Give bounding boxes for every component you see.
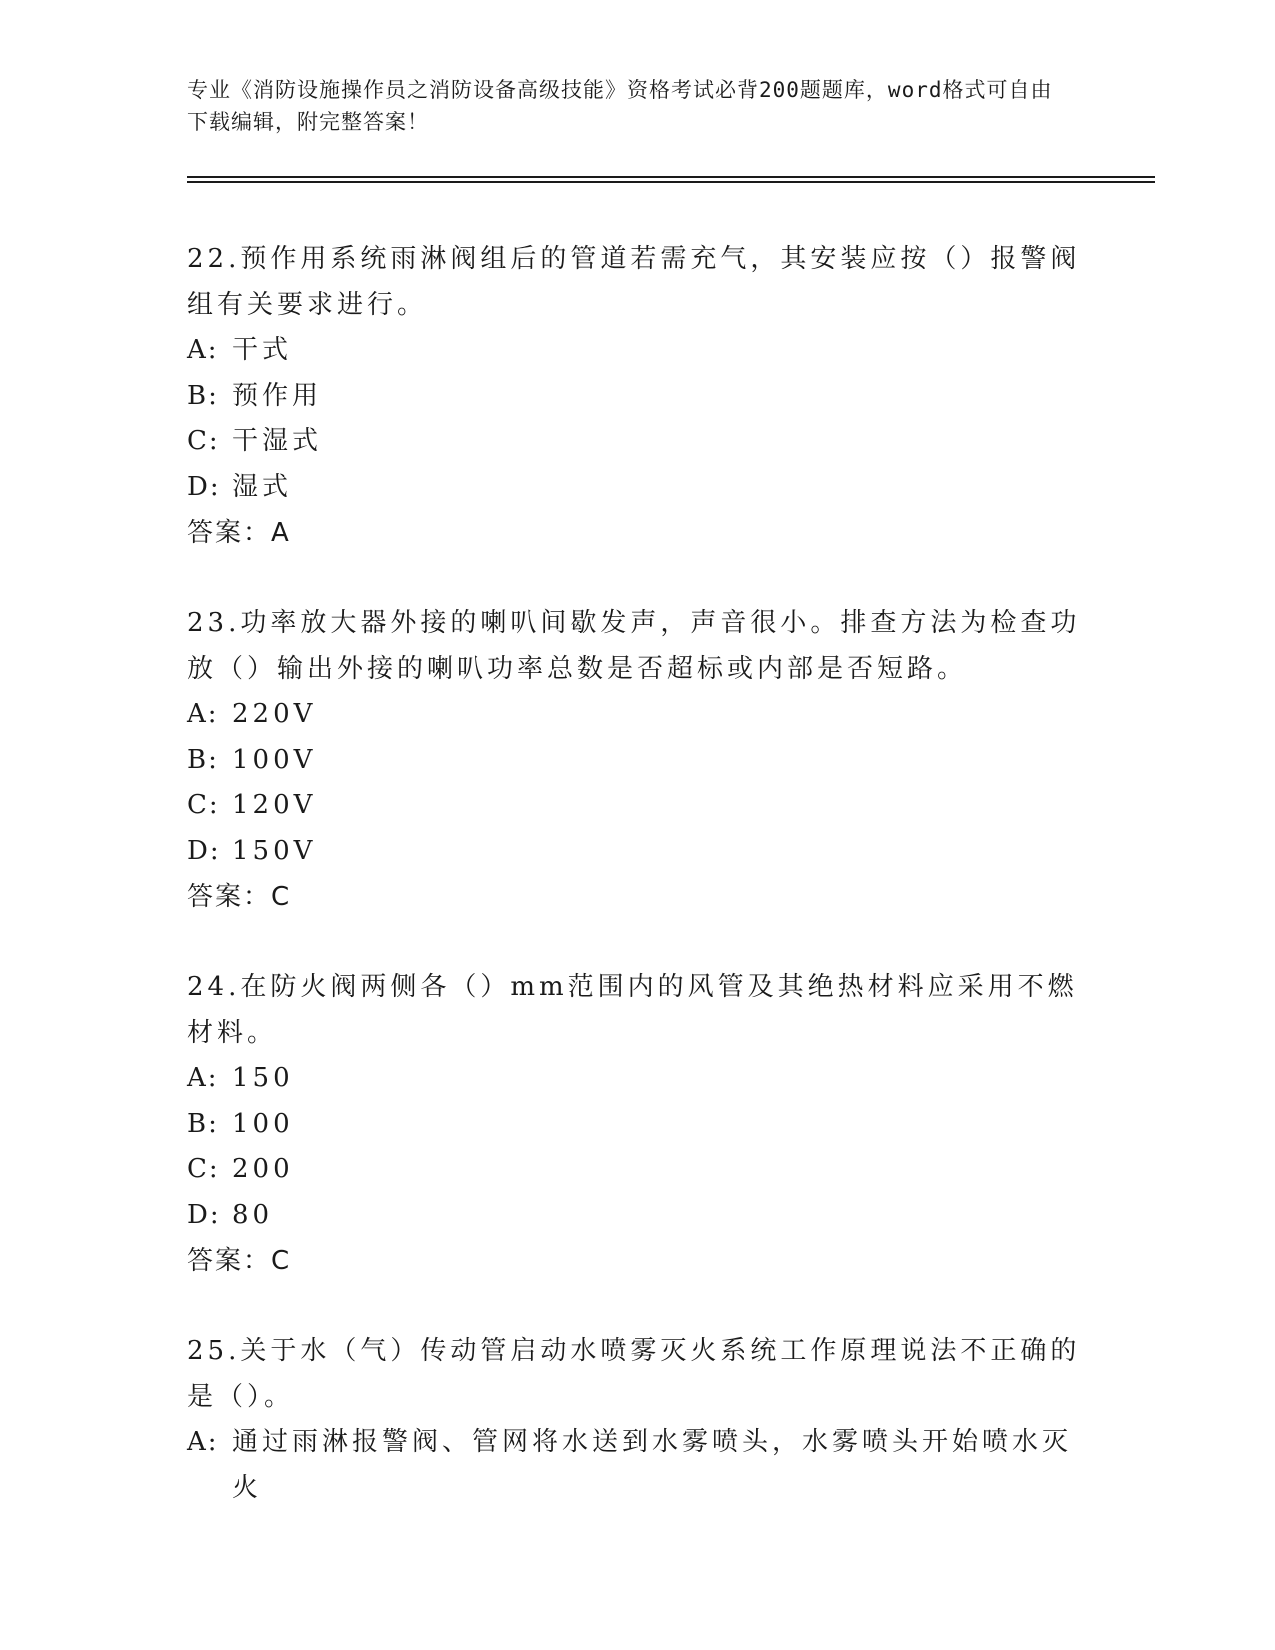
question-stem: 23.功率放大器外接的喇叭间歇发声，声音很小。排查方法为检查功放（）输出外接的喇叭功率总数是否超标或内部是否短路。 <box>187 608 1081 684</box>
question-24 <box>187 964 1087 1284</box>
option-b <box>187 738 1087 784</box>
option-text: 150 <box>232 1063 294 1093</box>
question-stem: 22.预作用系统雨淋阀组后的管道若需充气，其安装应按（）报警阀组有关要求进行。 <box>187 244 1081 320</box>
answer-value: C <box>271 1246 292 1276</box>
option-text: 湿式 <box>232 471 293 502</box>
question-22 <box>187 236 1087 556</box>
option-text: 100V <box>232 744 317 775</box>
option-letter: C: <box>187 1154 220 1184</box>
option-text: 100 <box>232 1108 294 1139</box>
option-text: 预作用 <box>232 380 323 411</box>
option-c <box>187 783 1087 829</box>
option-text: 220V <box>232 699 317 729</box>
option-d <box>187 1193 1087 1239</box>
question-list <box>187 236 1087 1555</box>
option-letter: A: <box>187 335 219 365</box>
answer-line <box>187 510 1087 556</box>
option-letter: A: <box>187 1427 219 1457</box>
option-letter: C: <box>187 426 220 456</box>
option-a <box>187 328 1087 374</box>
option-a <box>187 1420 1087 1511</box>
option-c <box>187 1147 1087 1193</box>
option-b <box>187 374 1087 420</box>
option-text: 通过雨淋报警阀、管网将水送到水雾喷头，水雾喷头开始喷水灭火 <box>232 1427 1073 1503</box>
answer-line <box>187 1238 1087 1284</box>
option-letter: D: <box>187 835 221 866</box>
question-23 <box>187 600 1087 920</box>
question-25 <box>187 1328 1087 1511</box>
option-text: 80 <box>232 1199 274 1230</box>
option-letter: B: <box>187 380 219 411</box>
option-letter: B: <box>187 744 219 775</box>
header-divider-top <box>187 176 1155 178</box>
option-letter: C: <box>187 790 220 820</box>
option-d <box>187 829 1087 875</box>
answer-line <box>187 874 1087 920</box>
question-stem: 25.关于水（气）传动管启动水喷雾灭火系统工作原理说法不正确的是（）。 <box>187 1336 1081 1412</box>
option-letter: A: <box>187 699 219 729</box>
answer-label: 答案： <box>187 1246 272 1276</box>
option-letter: D: <box>187 471 221 502</box>
option-c <box>187 419 1087 465</box>
option-text: 干湿式 <box>232 426 323 456</box>
option-letter: B: <box>187 1108 219 1139</box>
option-d <box>187 465 1087 511</box>
option-text: 120V <box>232 790 317 820</box>
answer-label: 答案： <box>187 882 272 912</box>
answer-value: A <box>271 518 291 548</box>
answer-value: C <box>271 882 292 912</box>
header-divider-bottom <box>187 181 1155 183</box>
option-letter: A: <box>187 1063 219 1093</box>
question-stem: 24.在防火阀两侧各（）mm范围内的风管及其绝热材料应采用不燃材料。 <box>187 972 1078 1048</box>
option-b <box>187 1102 1087 1148</box>
option-a <box>187 1056 1087 1102</box>
option-text: 200 <box>232 1154 294 1184</box>
option-text: 干式 <box>232 335 293 365</box>
answer-label: 答案： <box>187 518 272 548</box>
option-a <box>187 692 1087 738</box>
document-header: 专业《消防设施操作员之消防设备高级技能》资格考试必背200题题库，word格式可自由下载编辑，附完整答案！ <box>187 78 1053 134</box>
option-letter: D: <box>187 1199 221 1230</box>
option-text: 150V <box>232 835 317 866</box>
